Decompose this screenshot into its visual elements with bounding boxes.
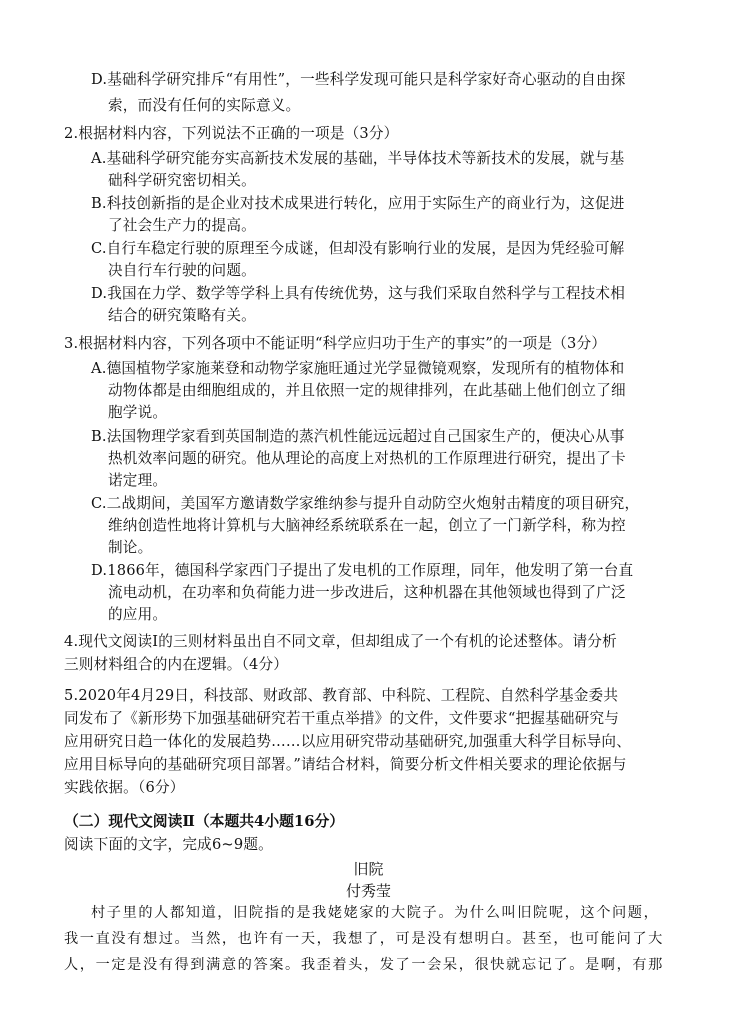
story-paragraph-line3: 人，一定是没有得到满意的答案。我歪着头，发了一会呆，很快就忘记了。是啊，有那 bbox=[64, 957, 664, 973]
q2-option-a-line1: A.基础科学研究能夯实高新技术发展的基础，半导体技术等新技术的发展，就与基 bbox=[91, 150, 625, 167]
section-heading: （二）现代文阅读Ⅱ（本题共4小题16分） bbox=[64, 813, 345, 830]
q2-option-d-line1: D.我国在力学、数学等学科上具有传统优势，这与我们采取自然科学与工程技术相 bbox=[91, 285, 626, 302]
q5-line3: 应用研究日趋一体化的发展趋势……以应用研究带动基础研究,加强重大科学目标导向、 bbox=[64, 733, 632, 750]
story-title: 旧院 bbox=[353, 860, 384, 878]
q2-option-d-line2: 结合的研究策略有关。 bbox=[108, 307, 256, 324]
story-paragraph-line1: 村子里的人都知道，旧院指的是我姥姥家的大院子。为什么叫旧院呢，这个问题， bbox=[91, 905, 660, 921]
q3-stem: 3.根据材料内容，下列各项中不能证明“科学应归功于生产的事实”的一项是（3分） bbox=[64, 335, 607, 352]
q2-option-a-line2: 础科学研究密切相关。 bbox=[108, 172, 256, 189]
story-author: 付秀莹 bbox=[345, 882, 391, 900]
story-paragraph-line2: 我一直没有想过。当然，也许有一天，我想了，可是没有想明白。甚至，也可能问了大 bbox=[64, 931, 664, 947]
q3-option-c-line2: 维纳创造性地将计算机与大脑神经系统联系在一起，创立了一门新学科，称为控 bbox=[108, 517, 626, 534]
q5-line2: 同发布了《新形势下加强基础研究若干重点举措》的文件，文件要求“把握基础研究与 bbox=[64, 710, 620, 727]
q2-option-b-line1: B.科技创新指的是企业对技术成果进行转化，应用于实际生产的商业行为，这促进 bbox=[91, 195, 625, 212]
q3-option-a-line2: 动物体都是由细胞组成的，并且依照一定的规律排列，在此基础上他们创立了细 bbox=[108, 382, 626, 399]
q3-option-c-line1: C.二战期间，美国军方邀请数学家维纳参与提升自动防空火炮射击精度的项目研究， bbox=[91, 495, 640, 512]
q2-option-b-line2: 了社会生产力的提高。 bbox=[108, 217, 256, 234]
q1-option-d-line2: 索，而没有任何的实际意义。 bbox=[108, 97, 301, 114]
q3-option-a-line1: A.德国植物学家施莱登和动物学家施旺通过光学显微镜观察，发现所有的植物体和 bbox=[91, 360, 625, 377]
q4-line1: 4.现代文阅读Ⅰ的三则材料虽出自不同文章，但却组成了一个有机的论述整体。请分析 bbox=[64, 633, 617, 650]
q2-option-c-line1: C.自行车稳定行驶的原理至今成谜，但却没有影响行业的发展，是因为凭经验可解 bbox=[91, 240, 625, 257]
q3-option-d-line1: D.1866年，德国科学家西门子提出了发电机的工作原理，同年，他发明了第一台直 bbox=[91, 562, 634, 579]
q5-line1: 5.2020年4月29日，科技部、财政部、教育部、中科院、工程院、自然科学基金委共 bbox=[64, 687, 619, 704]
q3-option-b-line3: 诺定理。 bbox=[108, 472, 168, 489]
q3-option-d-line3: 的应用。 bbox=[108, 606, 168, 623]
q4-line2: 三则材料组合的内在逻辑。（4分） bbox=[64, 656, 289, 673]
q3-option-b-line1: B.法国物理学家看到英国制造的蒸汽机性能远远超过自己国家生产的，便决心从事 bbox=[91, 428, 625, 445]
q2-stem: 2.根据材料内容，下列说法不正确的一项是（3分） bbox=[64, 125, 399, 142]
q1-option-d-line1: D.基础科学研究排斥“有用性”，一些科学发现可能只是科学家好奇心驱动的自由探 bbox=[91, 71, 626, 88]
q5-line5: 实践依据。（6分） bbox=[64, 779, 185, 796]
q5-line4: 应用目标导向的基础研究项目部署。”请结合材料，简要分析文件相关要求的理论依据与 bbox=[64, 756, 627, 773]
q3-option-d-line2: 流电动机，在功率和负荷能力进一步改进后，这种机器在其他领域也得到了广泛 bbox=[108, 584, 626, 601]
q3-option-b-line2: 热机效率问题的研究。他从理论的高度上对热机的工作原理进行研究，提出了卡 bbox=[108, 450, 626, 467]
section-instruction: 阅读下面的文字，完成6~9题。 bbox=[64, 836, 273, 853]
q3-option-a-line3: 胞学说。 bbox=[108, 404, 168, 421]
q2-option-c-line2: 决自行车行驶的问题。 bbox=[108, 262, 256, 279]
q3-option-c-line3: 制论。 bbox=[108, 539, 153, 556]
